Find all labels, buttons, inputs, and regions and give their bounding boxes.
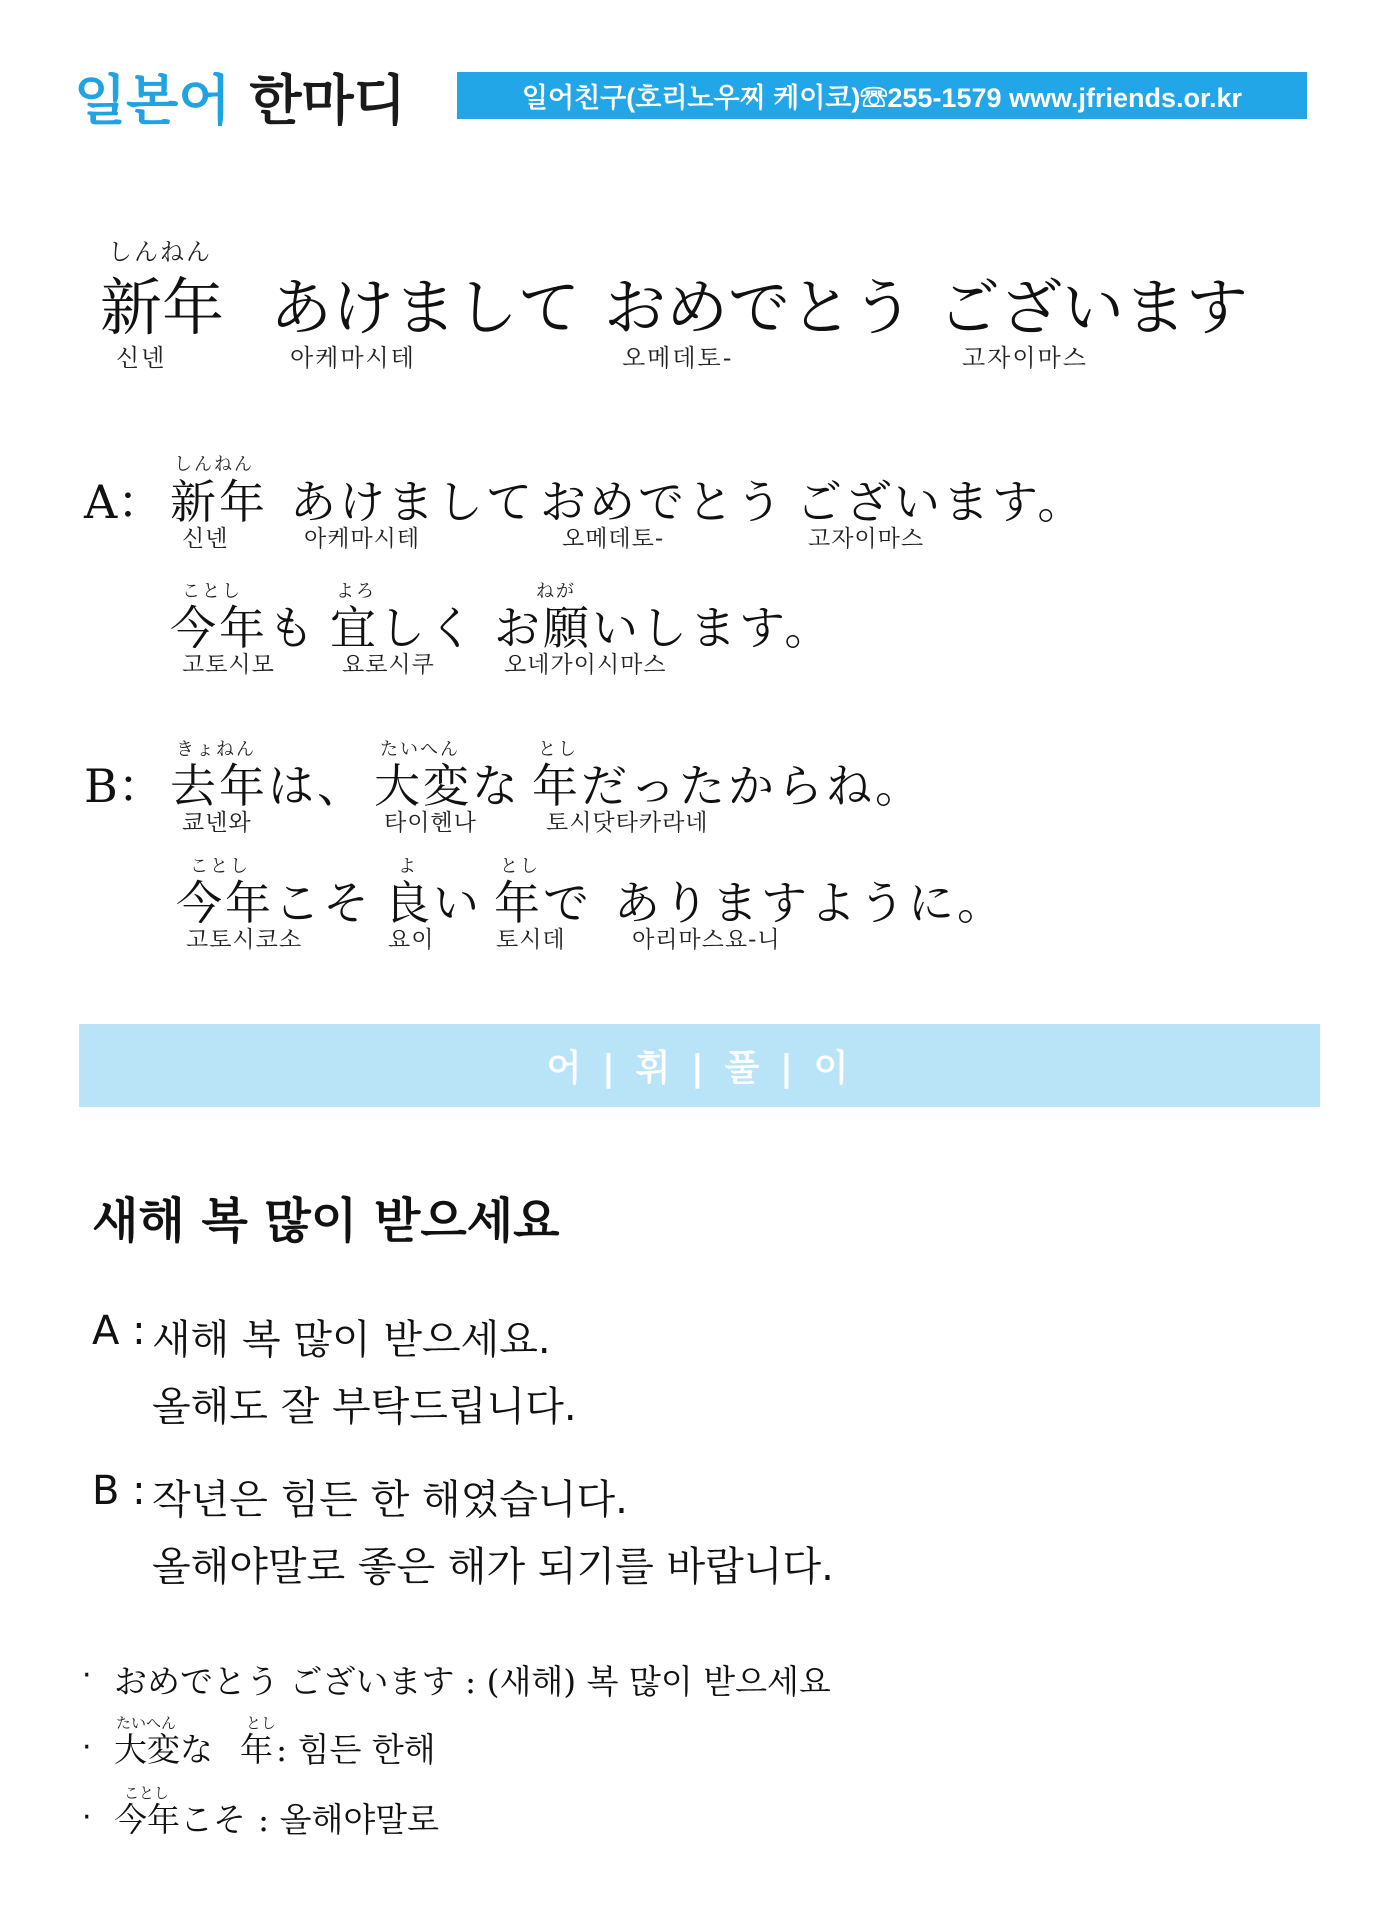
b1-word-1: 去年は、: [170, 759, 366, 813]
main-reading-4: 고자이마스: [962, 344, 1088, 372]
vocabulary-banner-text: 어 | 휘 | 풀 | 이: [546, 1048, 853, 1089]
main-word-4: ございます: [938, 271, 1249, 344]
note-text: : 올해야말로: [258, 1800, 439, 1839]
a1-word-1: 新年: [170, 475, 268, 529]
a2-ruby-1: ことし: [182, 581, 242, 602]
a1-word-2: あけまして: [290, 475, 535, 529]
note-bullet: ·: [82, 1800, 92, 1835]
b1-ruby-3: とし: [538, 739, 578, 760]
b1-ruby-1: きょねん: [176, 739, 256, 760]
speaker-a-label: A：: [84, 475, 164, 529]
b2-word-3: 年で: [494, 876, 592, 930]
b1-reading-1: 쿄넨와: [182, 810, 252, 836]
note-word-1: 大変な: [114, 1730, 213, 1769]
note-text: : 힘든 한해: [276, 1730, 436, 1769]
a2-word-3: お願いします。: [494, 601, 834, 655]
translation-a-line-1: 새해 복 많이 받으세요.: [152, 1317, 551, 1363]
a2-ruby-2: よろ: [336, 581, 376, 602]
main-word-3: おめでとう: [604, 271, 915, 344]
contact-info-text: 일어친구(호리노우찌 케이코)☏255-1579 www.jfriends.or.kr: [521, 83, 1243, 113]
note-ruby-1: ことし: [124, 1784, 170, 1802]
translation-b-label: B :: [92, 1468, 146, 1514]
b2-ruby-3: とし: [500, 856, 540, 877]
main-reading-2: 아케마시테: [290, 344, 416, 372]
translation-a-line-2: 올해도 잘 부탁드립니다.: [152, 1384, 577, 1430]
b1-word-3: 年だったからね。: [532, 759, 924, 813]
main-word-2: あけまして: [270, 271, 581, 344]
a1-reading-1: 신넨: [182, 526, 229, 552]
note-bullet: ·: [82, 1730, 92, 1765]
b1-ruby-2: たいへん: [380, 739, 460, 760]
vocabulary-banner: [79, 1024, 1320, 1107]
main-ruby: しんねん: [108, 238, 212, 266]
a1-reading-2: 아케마시테: [304, 526, 421, 552]
note-bullet: ·: [82, 1658, 92, 1693]
a1-reading-4: 고자이마스: [808, 526, 925, 552]
note-text: おめでとう ございます : (새해) 복 많이 받으세요: [114, 1662, 831, 1701]
note-word-1: 今年こそ: [114, 1800, 246, 1839]
a1-word-4: ございます。: [796, 475, 1087, 529]
translation-b-line-2: 올해야말로 좋은 해가 되기를 바랍니다.: [152, 1544, 834, 1590]
contact-info-bar: [457, 72, 1307, 119]
a2-word-1: 今年も: [170, 601, 317, 655]
b2-ruby-1: ことし: [190, 856, 250, 877]
b2-reading-1: 고토시코소: [186, 927, 303, 953]
translation-heading: 새해 복 많이 받으세요: [92, 1193, 560, 1249]
b1-reading-3: 토시닷타카라네: [546, 810, 709, 836]
translation-a-label: A :: [92, 1308, 146, 1354]
main-reading-3: 오메데토-: [622, 344, 734, 372]
title-phrase-label: 한마디: [249, 69, 406, 132]
note-word-2: 年: [240, 1730, 273, 1769]
b2-reading-3: 토시데: [496, 927, 566, 953]
a2-reading-2: 요로시쿠: [342, 652, 435, 678]
translation-b-line-1: 작년은 힘든 한 해였습니다.: [152, 1477, 628, 1523]
b2-ruby-2: よ: [398, 856, 418, 877]
b2-reading-4: 아리마스요-니: [632, 927, 781, 953]
b2-word-1: 今年こそ: [176, 876, 372, 930]
a2-ruby-3: ねが: [536, 581, 576, 602]
b2-word-4: ありますように。: [614, 876, 1006, 930]
speaker-b-label: B：: [84, 759, 164, 813]
note-ruby-1: たいへん: [116, 1714, 177, 1732]
b2-word-2: 良い: [384, 876, 482, 930]
title-japanese-label: 일본어: [74, 69, 231, 132]
a1-word-3: おめでとう: [540, 475, 785, 529]
a1-ruby-1: しんねん: [174, 454, 254, 475]
b2-reading-2: 요이: [388, 927, 435, 953]
a2-word-2: 宜しく: [330, 601, 477, 655]
b1-word-2: 大変な: [374, 759, 521, 813]
main-reading-1: 신넨: [116, 344, 167, 372]
b1-reading-2: 타이헨나: [384, 810, 477, 836]
a2-reading-1: 고토시모: [182, 652, 275, 678]
note-ruby-2: とし: [246, 1714, 277, 1732]
a2-reading-3: 오네가이시마스: [504, 652, 667, 678]
page-title: [74, 58, 406, 135]
a1-reading-3: 오메데토-: [562, 526, 665, 552]
main-word-1: 新年: [100, 271, 225, 344]
